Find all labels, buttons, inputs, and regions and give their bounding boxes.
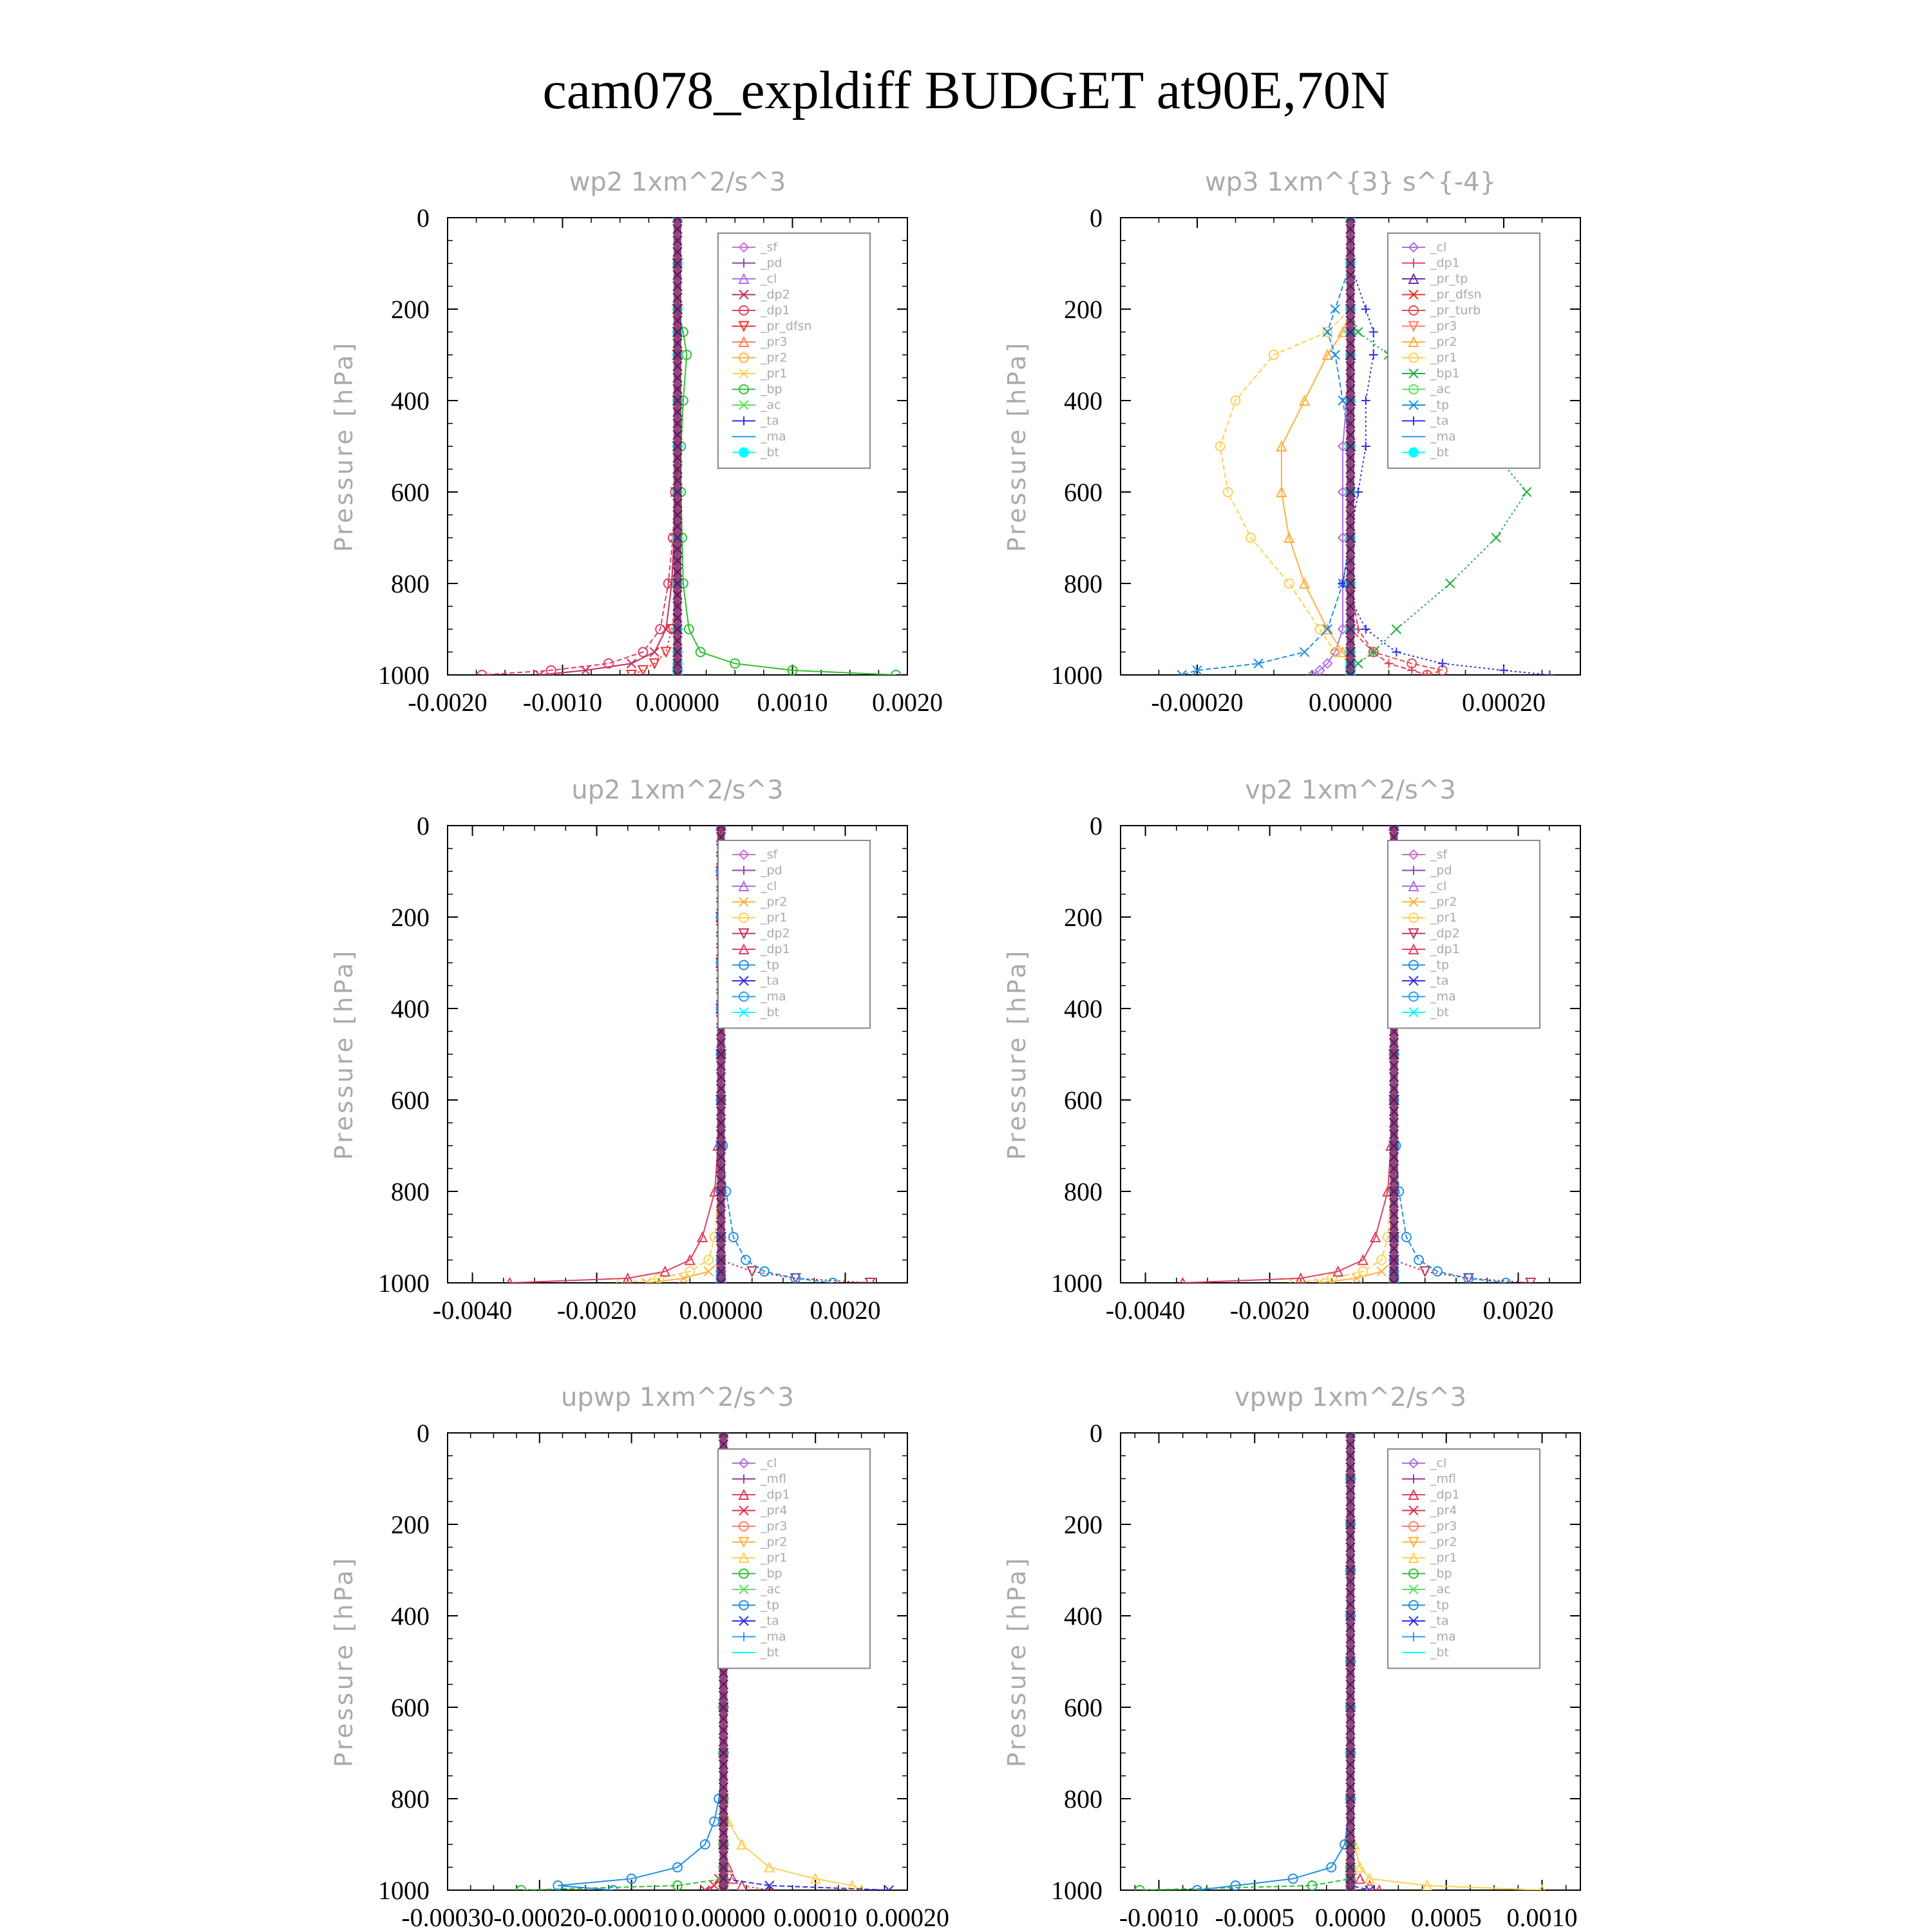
panel-title: up2 1xm^2/s^3 xyxy=(571,775,784,805)
series-pr2 xyxy=(1315,821,1399,1287)
legend-entry: _pr4 xyxy=(761,1503,788,1518)
series-line-pr_dfsn xyxy=(632,218,677,675)
panel-title: upwp 1xm^2/s^3 xyxy=(561,1383,794,1412)
legend-entry: _pr_dfsn xyxy=(1430,287,1482,302)
legend-marker xyxy=(739,448,749,458)
legend-entry: _ma xyxy=(1430,989,1456,1004)
legend-entry: _pr2 xyxy=(761,1535,788,1549)
panel-title: vpwp 1xm^2/s^3 xyxy=(1234,1383,1467,1412)
legend-entry: _bt xyxy=(1430,445,1450,460)
y-tick-label: 200 xyxy=(391,903,430,932)
y-axis-label: Pressure [hPa] xyxy=(330,1555,358,1768)
y-tick-label: 1000 xyxy=(1051,661,1103,690)
y-tick-label: 1000 xyxy=(378,1269,430,1298)
data-point xyxy=(1545,670,1554,679)
legend-entry: _ac xyxy=(1430,1582,1451,1596)
y-tick-label: 800 xyxy=(391,569,430,598)
y-axis-label: Pressure [hPa] xyxy=(1003,1555,1031,1768)
legend-entry: _pr4 xyxy=(1430,1503,1457,1518)
y-axis-label: Pressure [hPa] xyxy=(1003,948,1031,1160)
y-tick-label: 1000 xyxy=(1051,1269,1103,1298)
legend-entry: _ta xyxy=(1430,413,1449,428)
legend-entry: _pr1 xyxy=(761,911,788,925)
y-tick-label: 600 xyxy=(391,1693,430,1722)
y-tick-label: 1000 xyxy=(378,1876,430,1905)
legend-entry: _dp1 xyxy=(1430,256,1460,270)
legend-entry: _bp xyxy=(761,1566,782,1581)
legend-entry: _ma xyxy=(761,1629,786,1644)
legend-entry: _ma xyxy=(761,430,786,444)
y-tick-label: 1000 xyxy=(1051,1876,1103,1905)
legend-marker xyxy=(1408,448,1419,458)
data-point xyxy=(1392,625,1401,634)
legend-entry: _sf xyxy=(761,848,778,862)
y-tick-label: 400 xyxy=(391,994,430,1023)
y-tick-label: 400 xyxy=(1064,1602,1103,1631)
data-point xyxy=(1356,1874,1365,1883)
legend xyxy=(718,840,870,1028)
x-tick-label: 0.0020 xyxy=(810,1296,881,1325)
series-dp1 xyxy=(1178,821,1398,1287)
legend xyxy=(1388,233,1540,468)
y-tick-label: 600 xyxy=(1064,1693,1103,1722)
series-line-cl xyxy=(1312,218,1351,675)
panel-3 xyxy=(330,775,907,1325)
x-tick-label: -0.00020 xyxy=(493,1903,586,1932)
series-tp xyxy=(1193,1428,1355,1895)
y-tick-label: 800 xyxy=(391,1177,430,1206)
legend-entry: _tp xyxy=(761,958,780,972)
legend-box xyxy=(1388,233,1540,468)
legend-entry: _ma xyxy=(1430,1629,1456,1644)
legend-entry: _pr1 xyxy=(761,366,788,381)
series-line-pr2 xyxy=(1282,218,1350,675)
data-point xyxy=(1361,396,1370,405)
series-tp xyxy=(1177,213,1355,679)
data-point xyxy=(1331,305,1340,314)
legend-entry: _dp1 xyxy=(761,1488,790,1502)
x-tick-label: -0.0020 xyxy=(556,1296,637,1325)
data-point xyxy=(1361,625,1370,634)
x-tick-label: 0.0005 xyxy=(1410,1903,1482,1932)
data-point xyxy=(1492,533,1501,542)
panel-title: wp3 1xm^{3} s^{-4} xyxy=(1204,167,1497,197)
x-tick-label: 0.00000 xyxy=(1352,1296,1436,1325)
y-tick-label: 200 xyxy=(1064,1510,1103,1539)
panel-6 xyxy=(1003,1383,1580,1932)
x-tick-label: -0.0020 xyxy=(1229,1296,1310,1325)
series-pr1 xyxy=(617,821,725,1287)
data-point xyxy=(1285,579,1294,588)
legend-entry: _ma xyxy=(761,989,786,1004)
legend-entry: _cl xyxy=(1430,240,1447,254)
series-line-bp xyxy=(521,1433,723,1890)
legend-box xyxy=(718,233,870,468)
x-tick-label: 0.00010 xyxy=(773,1903,858,1932)
series-line-dp1 xyxy=(1183,826,1394,1283)
legend-entry: _bp xyxy=(761,382,782,397)
y-tick-label: 800 xyxy=(391,1785,430,1814)
legend-entry: _dp2 xyxy=(761,287,790,302)
y-tick-label: 600 xyxy=(391,1086,430,1115)
legend-entry: _pr3 xyxy=(761,335,788,349)
x-tick-label: -0.00020 xyxy=(1151,688,1244,717)
data-point xyxy=(1331,350,1340,359)
legend-entry: _ta xyxy=(1430,974,1449,988)
x-tick-label: 0.0010 xyxy=(757,688,828,717)
x-tick-label: -0.00030 xyxy=(401,1903,494,1932)
series-line-tp xyxy=(1182,218,1350,675)
legend-entry: _bp xyxy=(1430,1566,1452,1581)
series-pr2 xyxy=(642,821,726,1287)
legend-entry: _ta xyxy=(761,1614,779,1628)
x-tick-label: 0.0000 xyxy=(1315,1903,1386,1932)
legend-entry: _dp1 xyxy=(761,303,790,317)
y-tick-label: 800 xyxy=(1064,1177,1103,1206)
zero-column xyxy=(673,213,682,679)
legend xyxy=(1388,1449,1540,1669)
y-axis-label: Pressure [hPa] xyxy=(330,340,358,553)
legend-entry: _bp1 xyxy=(1430,366,1460,381)
y-axis-label: Pressure [hPa] xyxy=(330,948,358,1160)
series-line-bp xyxy=(1140,1433,1350,1890)
x-tick-label: 0.0020 xyxy=(1482,1296,1554,1325)
y-tick-label: 600 xyxy=(1064,1086,1103,1115)
y-tick-label: 0 xyxy=(1090,1419,1103,1448)
series-bp xyxy=(516,1428,728,1895)
data-point xyxy=(1377,1267,1386,1276)
zero-column xyxy=(1346,1428,1355,1895)
legend-entry: _cl xyxy=(761,879,777,893)
panels xyxy=(330,167,1580,1932)
legend-entry: _tp xyxy=(1430,398,1450,412)
data-point xyxy=(1323,328,1332,337)
legend-entry: _tp xyxy=(1430,1598,1450,1613)
x-tick-label: -0.0010 xyxy=(1119,1903,1199,1932)
legend xyxy=(718,233,870,468)
y-tick-label: 200 xyxy=(391,295,430,324)
legend xyxy=(718,1449,870,1669)
legend-entry: _dp1 xyxy=(1430,942,1460,956)
y-tick-label: 400 xyxy=(391,1602,430,1631)
series-line-tp xyxy=(558,1433,723,1890)
y-tick-label: 800 xyxy=(1064,569,1103,598)
legend-entry: _ta xyxy=(761,413,779,428)
legend-entry: _pr_tp xyxy=(1430,272,1468,286)
data-point xyxy=(1361,442,1370,451)
legend-entry: _pr1 xyxy=(761,1551,788,1565)
y-axis-label: Pressure [hPa] xyxy=(1003,340,1031,553)
data-point xyxy=(1522,488,1531,497)
legend-entry: _ac xyxy=(1430,382,1451,397)
legend-entry: _pr2 xyxy=(1430,895,1457,909)
legend-entry: _cl xyxy=(1430,879,1447,893)
legend-entry: _pr1 xyxy=(1430,1551,1457,1565)
legend-entry: _pd xyxy=(761,256,782,270)
panel-5 xyxy=(330,1383,949,1932)
legend-entry: _ta xyxy=(761,974,779,988)
legend-entry: _ac xyxy=(761,1582,781,1596)
legend-entry: _pr2 xyxy=(1430,335,1457,349)
legend-entry: _pr3 xyxy=(1430,1519,1457,1533)
series-line-dp1 xyxy=(482,218,677,675)
x-tick-label: -0.00010 xyxy=(585,1903,678,1932)
legend-entry: _pr2 xyxy=(1430,1535,1457,1549)
y-tick-label: 0 xyxy=(1090,204,1103,232)
legend-entry: _ta xyxy=(1430,1614,1449,1628)
y-tick-label: 600 xyxy=(1064,478,1103,507)
y-tick-label: 200 xyxy=(1064,295,1103,324)
series-line-pr1 xyxy=(1294,826,1394,1283)
data-point xyxy=(650,648,659,657)
data-point xyxy=(704,1267,713,1276)
panel-2 xyxy=(1003,167,1580,717)
y-tick-label: 0 xyxy=(417,811,430,840)
legend-entry: _dp2 xyxy=(1430,926,1460,941)
y-tick-label: 400 xyxy=(1064,994,1103,1023)
x-tick-label: -0.0040 xyxy=(432,1296,513,1325)
legend-entry: _bt xyxy=(761,445,780,460)
legend-entry: _ma xyxy=(1430,430,1456,444)
series-line-dp2 xyxy=(540,218,677,675)
y-tick-label: 0 xyxy=(1090,811,1103,840)
legend-entry: _mfl xyxy=(761,1472,786,1486)
legend-entry: _tp xyxy=(761,1598,780,1613)
data-point xyxy=(1369,328,1378,337)
legend-entry: _dp1 xyxy=(1430,1488,1460,1502)
series-bp xyxy=(1135,1428,1355,1895)
x-tick-label: -0.0040 xyxy=(1105,1296,1186,1325)
series-line-dp1 xyxy=(510,826,721,1283)
legend-entry: _dp1 xyxy=(761,942,790,956)
legend-entry: _sf xyxy=(761,240,778,254)
x-tick-label: 0.00020 xyxy=(1462,688,1546,717)
series-line-pr2 xyxy=(647,826,721,1283)
legend-entry: _sf xyxy=(1430,848,1448,862)
legend-entry: _bt xyxy=(761,1005,780,1019)
x-tick-label: -0.0010 xyxy=(522,688,603,717)
panel-title: wp2 1xm^2/s^3 xyxy=(569,167,786,197)
legend-entry: _pr1 xyxy=(1430,350,1457,365)
legend-entry: _bt xyxy=(1430,1005,1450,1019)
y-tick-label: 400 xyxy=(391,386,430,415)
x-tick-label: 0.00000 xyxy=(681,1903,766,1932)
panel-4 xyxy=(1003,775,1580,1325)
series-tp xyxy=(553,1428,728,1895)
data-point xyxy=(661,648,670,657)
data-point xyxy=(1414,1256,1423,1265)
legend-entry: _pr_dfsn xyxy=(761,319,812,334)
x-tick-label: 0.0010 xyxy=(1506,1903,1578,1932)
data-point xyxy=(741,1256,750,1265)
panel-title: vp2 1xm^2/s^3 xyxy=(1245,775,1456,805)
legend-entry: _pr1 xyxy=(1430,911,1457,925)
y-tick-label: 1000 xyxy=(378,661,430,690)
data-point xyxy=(1499,666,1508,675)
y-tick-label: 800 xyxy=(1064,1785,1103,1814)
data-point xyxy=(1315,625,1324,634)
legend-entry: _pd xyxy=(761,863,782,878)
x-tick-label: 0.00000 xyxy=(636,688,719,717)
legend-entry: _tp xyxy=(1430,958,1450,972)
legend-entry: _bt xyxy=(761,1645,780,1660)
figure-title: cam078_expldiff BUDGET at90E,70N xyxy=(542,61,1390,120)
data-point xyxy=(1385,659,1394,668)
zero-column xyxy=(1346,213,1355,679)
series-pr1 xyxy=(1216,213,1355,679)
legend-entry: _pr_turb xyxy=(1430,303,1481,317)
x-tick-label: 0.00000 xyxy=(1309,688,1392,717)
series-line-pr2 xyxy=(1320,826,1394,1283)
x-tick-label: -0.0005 xyxy=(1215,1903,1294,1932)
data-point xyxy=(1369,350,1378,359)
data-point xyxy=(1300,648,1309,657)
legend-entry: _dp2 xyxy=(761,926,790,941)
legend-entry: _cl xyxy=(1430,1456,1447,1470)
legend-entry: _pd xyxy=(1430,863,1452,878)
series-dp1 xyxy=(478,213,682,679)
legend-entry: _bt xyxy=(1430,1645,1450,1660)
x-tick-label: 0.00000 xyxy=(679,1296,763,1325)
series-line-pr1 xyxy=(1220,218,1350,675)
legend-entry: _pr2 xyxy=(761,895,788,909)
legend-entry: _ac xyxy=(761,398,781,412)
legend-entry: _cl xyxy=(761,272,777,286)
panel-1 xyxy=(330,167,943,717)
legend-entry: _pr3 xyxy=(1430,319,1457,334)
legend-entry: _mfl xyxy=(1430,1472,1456,1486)
series-line-pr1 xyxy=(621,826,721,1283)
x-tick-label: -0.0020 xyxy=(408,688,488,717)
data-point xyxy=(1361,305,1370,314)
legend-entry: _cl xyxy=(761,1456,777,1470)
y-tick-label: 200 xyxy=(391,1510,430,1539)
y-tick-label: 200 xyxy=(1064,903,1103,932)
series-dp1 xyxy=(505,821,725,1287)
legend xyxy=(1388,840,1540,1028)
series-dp2 xyxy=(535,213,682,679)
y-tick-label: 0 xyxy=(417,204,430,232)
data-point xyxy=(1446,579,1455,588)
x-tick-label: 0.00020 xyxy=(866,1903,949,1932)
y-tick-label: 0 xyxy=(417,1419,430,1448)
y-tick-label: 600 xyxy=(391,478,430,507)
y-tick-label: 400 xyxy=(1064,386,1103,415)
legend-entry: _pr2 xyxy=(761,350,788,365)
series-pr1 xyxy=(1290,821,1398,1287)
legend-entry: _pr3 xyxy=(761,1519,788,1533)
series-line-tp xyxy=(1197,1433,1350,1890)
x-tick-label: 0.0020 xyxy=(872,688,943,717)
